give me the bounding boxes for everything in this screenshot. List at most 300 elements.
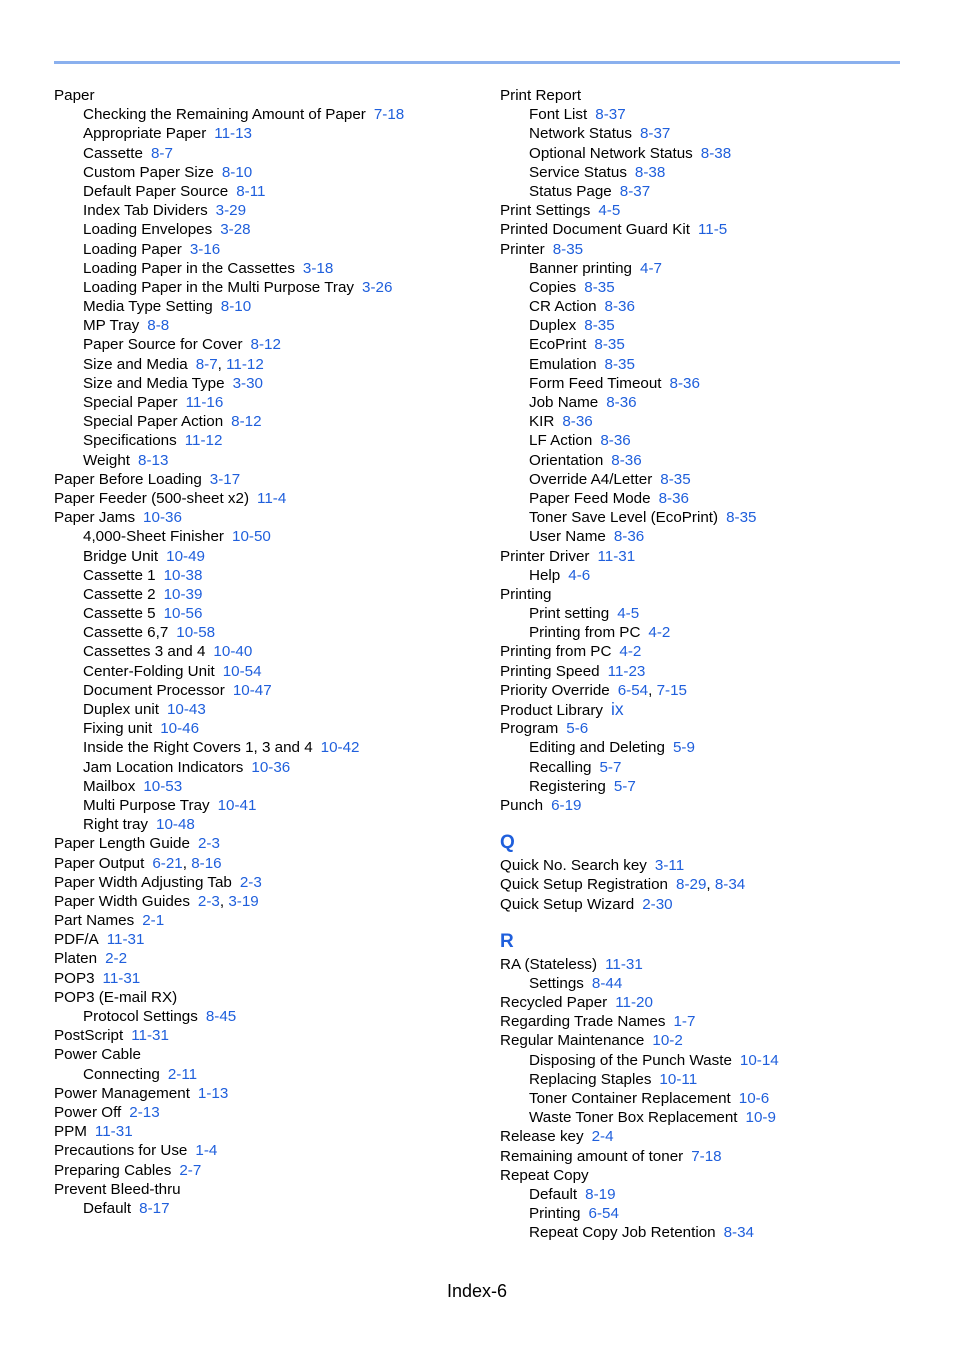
index-term: Special Paper Action: [83, 413, 224, 431]
index-entry: [54, 854, 484, 873]
index-term: Power Off: [54, 1103, 122, 1121]
index-term: Paper Feed Mode: [529, 489, 651, 507]
page-link[interactable]: 8-35: [584, 317, 615, 335]
index-term: Media Type Setting: [83, 298, 213, 316]
page-refs: [691, 1148, 721, 1165]
page-link[interactable]: 4-5: [598, 202, 621, 220]
page-refs: [166, 548, 205, 565]
page-link[interactable]: 8-12: [231, 413, 262, 431]
index-term: Preparing Cables: [54, 1161, 172, 1179]
index-term: Banner printing: [529, 259, 633, 277]
index-term: Emulation: [529, 355, 597, 373]
page-link[interactable]: 10-42: [320, 739, 360, 757]
page-ref-separator: ,: [648, 681, 657, 699]
index-term: Printer: [500, 240, 545, 258]
page-refs: [598, 202, 620, 219]
index-subentry: [54, 796, 484, 815]
index-subentry: [500, 1185, 900, 1204]
page-refs: [176, 624, 215, 641]
page-link[interactable]: 8-38: [700, 144, 732, 162]
page-link[interactable]: 8-10: [220, 298, 252, 316]
page-refs: [147, 317, 169, 334]
page-link[interactable]: 10-58: [176, 624, 216, 642]
index-subentry: [54, 316, 484, 335]
page-link[interactable]: 1-7: [673, 1013, 696, 1031]
index-term: Printing from PC: [529, 624, 641, 642]
page-link[interactable]: 6-19: [551, 796, 582, 814]
page-link[interactable]: 6-54: [617, 681, 649, 699]
index-entry: [500, 955, 900, 974]
page-refs: [595, 106, 625, 123]
index-term: Printed Document Guard Kit: [500, 221, 690, 239]
page-link[interactable]: 2-30: [642, 895, 673, 913]
index-entry: [54, 470, 484, 489]
page-link[interactable]: 11-13: [214, 125, 252, 143]
page-link[interactable]: 8-37: [639, 125, 671, 143]
index-subentry: [54, 547, 484, 566]
index-subentry: [54, 719, 484, 738]
index-term: PPM: [54, 1123, 87, 1141]
page-link[interactable]: 10-47: [232, 681, 272, 699]
index-entry: [500, 719, 900, 738]
index-subentry: [500, 297, 900, 316]
page-refs: [605, 956, 643, 973]
index-term: Recalling: [529, 758, 592, 776]
page-link[interactable]: 10-2: [652, 1032, 683, 1050]
index-term: Release key: [500, 1128, 584, 1146]
index-term: Paper Feeder (500-sheet x2): [54, 489, 250, 507]
page-link[interactable]: 10-43: [166, 701, 206, 718]
page-link[interactable]: 8-36: [562, 413, 593, 431]
index-subentry: [500, 1089, 900, 1108]
page-link[interactable]: 11-12: [184, 432, 223, 450]
index-entry: [54, 1084, 484, 1103]
page-refs: [600, 432, 630, 449]
page-link[interactable]: 4-2: [619, 643, 642, 661]
index-term: Regarding Trade Names: [500, 1013, 666, 1031]
index-term: Connecting: [83, 1065, 160, 1083]
page-refs: [231, 413, 261, 430]
page-refs: [220, 221, 250, 238]
page-link[interactable]: 3-11: [654, 857, 685, 875]
page-refs: [584, 317, 614, 334]
page-refs: [562, 413, 592, 430]
index-subentry: [500, 374, 900, 393]
index-term: Document Processor: [83, 681, 225, 699]
page-link[interactable]: 10-36: [251, 758, 291, 776]
page-link[interactable]: 8-7: [150, 144, 173, 162]
page-link[interactable]: 7-18: [373, 106, 405, 124]
index-term: Paper: [54, 87, 95, 104]
page-link[interactable]: 2-1: [142, 912, 165, 930]
index-entry: [500, 700, 900, 719]
page-refs: [566, 720, 588, 737]
index-subentry: [500, 278, 900, 297]
page-refs: [362, 279, 392, 296]
page-link[interactable]: 11-23: [607, 662, 646, 680]
page-link[interactable]: 1-4: [195, 1142, 218, 1160]
index-subentry: [54, 201, 484, 220]
index-term: Cassette 2: [83, 585, 156, 603]
page-link[interactable]: 10-41: [217, 796, 257, 814]
index-subentry: [500, 1223, 900, 1242]
page-refs: [185, 432, 223, 449]
index-term: Inside the Right Covers 1, 3 and 4: [83, 739, 313, 757]
index-entry: [54, 1180, 484, 1199]
index-subentry: [54, 604, 484, 623]
index-subentry: [500, 393, 900, 412]
page-refs: [726, 509, 756, 526]
page-link[interactable]: 10-9: [745, 1109, 776, 1127]
page-link[interactable]: 8-37: [619, 182, 651, 200]
page-refs: [198, 1085, 228, 1102]
index-subentry: [54, 451, 484, 470]
page-refs: [214, 125, 252, 142]
page-ref-separator: ,: [217, 355, 227, 373]
page-link[interactable]: 4-7: [640, 259, 662, 277]
page-link[interactable]: 8-38: [634, 163, 666, 181]
index-column-left: [54, 86, 484, 1218]
page-refs: [640, 125, 670, 142]
page-refs: [168, 1066, 197, 1083]
page-refs: [746, 1109, 776, 1126]
page-link[interactable]: 3-16: [189, 240, 221, 258]
page-refs: [160, 720, 199, 737]
index-subentry: [54, 297, 484, 316]
index-term: Quick Setup Wizard: [500, 895, 635, 913]
page-refs: [635, 164, 665, 181]
index-term: Program: [500, 720, 559, 738]
index-term: Printing from PC: [500, 643, 612, 661]
page-link[interactable]: 10-11: [659, 1070, 698, 1088]
index-term: Paper Source for Cover: [83, 336, 243, 354]
index-term: Regular Maintenance: [500, 1032, 645, 1050]
page-link[interactable]: 5-7: [599, 758, 622, 776]
index-subentry: [54, 431, 484, 450]
page-link[interactable]: 5-7: [613, 777, 636, 795]
page-refs: [599, 759, 621, 776]
index-term: Print Report: [500, 87, 582, 104]
page-link[interactable]: 11-31: [131, 1027, 169, 1045]
index-term: Repeat Copy Job Retention: [529, 1224, 716, 1242]
index-term: Registering: [529, 777, 606, 795]
index-term: Toner Save Level (EcoPrint): [529, 509, 719, 527]
page-link[interactable]: 2-3: [197, 835, 220, 853]
index-subentry: [500, 527, 900, 546]
page-link[interactable]: 8-13: [138, 451, 169, 469]
page-link[interactable]: 10-36: [143, 509, 182, 527]
page-link[interactable]: 11-31: [597, 547, 636, 565]
page-link[interactable]: 4-5: [617, 605, 640, 623]
page-link[interactable]: 11-31: [102, 969, 141, 987]
page-link[interactable]: 8-35: [594, 336, 625, 354]
page-link[interactable]: 10-53: [143, 777, 183, 795]
page-refs: [655, 857, 684, 874]
index-term: Remaining amount of toner: [500, 1147, 684, 1165]
page-refs: [195, 1142, 217, 1159]
page-link[interactable]: 11-12: [226, 355, 264, 373]
page-link[interactable]: 3-17: [209, 470, 241, 488]
index-term: KIR: [529, 413, 555, 431]
page-link[interactable]: 8-34: [723, 1224, 754, 1242]
page-link[interactable]: 4-2: [648, 624, 671, 642]
page-link[interactable]: 11-31: [605, 955, 643, 973]
index-subentry: [500, 451, 900, 470]
page-link[interactable]: 3-28: [220, 221, 251, 239]
index-entry: [54, 1026, 484, 1045]
index-term: Print Settings: [500, 202, 591, 220]
page-link[interactable]: 2-3: [197, 892, 220, 910]
page-link[interactable]: 10-50: [232, 528, 271, 546]
index-subentry: [54, 144, 484, 163]
page-link[interactable]: 2-4: [591, 1128, 614, 1146]
page-link[interactable]: 2-7: [179, 1161, 202, 1179]
index-term: Priority Override: [500, 681, 610, 699]
index-term: Cassettes 3 and 4: [83, 643, 206, 661]
page-link[interactable]: 2-2: [105, 950, 128, 968]
index-term: Platen: [54, 950, 98, 968]
page-link[interactable]: 8-36: [606, 394, 637, 411]
index-subentry: [54, 240, 484, 259]
page-refs: [374, 106, 404, 123]
page-link[interactable]: 11-20: [615, 994, 653, 1012]
page-refs: [615, 994, 653, 1011]
page-link[interactable]: 8-8: [147, 317, 170, 335]
index-subentry: [500, 566, 900, 585]
index-subentry: [500, 974, 900, 993]
index-entry: [54, 489, 484, 508]
index-term: Cassette: [83, 144, 143, 162]
page-link[interactable]: 8-35: [584, 278, 615, 296]
page-refs: [236, 183, 265, 200]
page-link[interactable]: 8-11: [236, 182, 266, 200]
index-subentry: [500, 1070, 900, 1089]
page-refs: [740, 1052, 779, 1069]
index-term: Duplex unit: [83, 701, 159, 718]
page-link[interactable]: 8-45: [205, 1008, 237, 1025]
page-link[interactable]: 8-36: [600, 432, 631, 450]
index-term: Index Tab Dividers: [83, 202, 208, 220]
index-entry: [500, 86, 900, 105]
index-entry: [54, 1122, 484, 1141]
page-link[interactable]: 8-29: [676, 876, 707, 894]
page-link[interactable]: 8-12: [250, 336, 281, 354]
page-link[interactable]: 8-36: [669, 374, 700, 392]
page-number: Index-6: [446, 1281, 508, 1301]
page-link[interactable]: 10-39: [163, 585, 203, 603]
page-link[interactable]: 8-35: [604, 355, 635, 373]
page-link[interactable]: 10-49: [166, 547, 205, 565]
page-link[interactable]: 8-35: [726, 509, 757, 527]
page-refs: [303, 260, 333, 277]
index-subentry: [54, 758, 484, 777]
index-term: Cassette 6,7: [83, 624, 169, 642]
page-link[interactable]: 8-19: [585, 1185, 616, 1203]
index-term: Right tray: [83, 816, 148, 834]
page-refs: [589, 1205, 619, 1222]
page-refs: [129, 1104, 159, 1121]
page-link[interactable]: 11-5: [697, 221, 728, 239]
index-entry: [500, 796, 900, 815]
page-refs: [131, 1027, 169, 1044]
index-entry: [500, 547, 900, 566]
index-entry: [500, 993, 900, 1012]
page-refs: [321, 739, 360, 756]
page-link[interactable]: 11-31: [94, 1123, 133, 1141]
page-link[interactable]: 8-17: [139, 1199, 170, 1217]
page-refs: [673, 739, 695, 756]
index-term: Repeat Copy: [500, 1166, 589, 1184]
page-link[interactable]: 10-46: [160, 720, 200, 738]
index-subentry: [500, 470, 900, 489]
index-subentry: [54, 738, 484, 757]
index-term: LF Action: [529, 432, 593, 450]
page-link[interactable]: 10-6: [738, 1090, 770, 1107]
page-link[interactable]: 7-15: [656, 681, 687, 699]
page-link[interactable]: 2-3: [239, 873, 262, 891]
index-term: Product Library: [500, 702, 603, 719]
index-term: Multi Purpose Tray: [83, 796, 210, 814]
page-refs: [585, 1186, 615, 1203]
page-refs: [152, 855, 221, 872]
page-refs: [605, 356, 635, 373]
index-term: Optional Network Status: [529, 144, 693, 162]
page-refs: [179, 1162, 201, 1179]
page-refs: [652, 1032, 682, 1049]
index-term: Service Status: [529, 163, 627, 181]
section-letter: Q: [500, 832, 515, 854]
page-refs: [103, 970, 141, 987]
index-subentry: [54, 662, 484, 681]
page-link[interactable]: 8-34: [714, 876, 746, 894]
page-refs: [251, 759, 290, 776]
page-link[interactable]: 6-54: [588, 1205, 619, 1223]
index-subentry: [500, 144, 900, 163]
index-subentry: [54, 681, 484, 700]
page-refs: [95, 1123, 133, 1140]
page-refs: [107, 931, 145, 948]
index-term: Duplex: [529, 317, 577, 335]
page-link[interactable]: 10-38: [163, 566, 203, 584]
index-subentry: [54, 182, 484, 201]
index-term: Checking the Remaining Amount of Paper: [83, 106, 366, 124]
index-entry: [54, 834, 484, 853]
index-term: Paper Output: [54, 854, 145, 872]
page-link[interactable]: 11-4: [257, 489, 287, 507]
page-link[interactable]: 10-14: [739, 1051, 779, 1069]
index-term: Loading Paper in the Multi Purpose Tray: [83, 278, 355, 296]
index-term: Jam Location Indicators: [83, 758, 244, 776]
index-term: Special Paper: [83, 394, 178, 411]
page-refs: [196, 356, 264, 373]
index-entry: [500, 1147, 900, 1166]
page-refs: [659, 490, 689, 507]
page-link[interactable]: 10-54: [222, 662, 262, 680]
page-link[interactable]: 6-21: [152, 854, 183, 872]
page-link[interactable]: 3-26: [362, 278, 393, 296]
index-entry: [54, 508, 484, 527]
page-link[interactable]: 8-36: [658, 489, 689, 507]
page-link[interactable]: 2-11: [167, 1065, 198, 1083]
page-link[interactable]: 8-35: [552, 240, 584, 258]
page-link[interactable]: 3-18: [302, 259, 334, 277]
page-link[interactable]: 8-36: [613, 528, 645, 546]
page-refs: [642, 896, 672, 913]
page-link[interactable]: 2-13: [129, 1103, 160, 1121]
page-refs: [216, 202, 246, 219]
page-refs: [592, 1128, 614, 1145]
index-term: Size and Media Type: [83, 374, 225, 392]
page-link[interactable]: 8-35: [660, 470, 691, 488]
page-link[interactable]: 11-31: [106, 931, 145, 949]
page-link[interactable]: 10-40: [213, 643, 253, 661]
page-link[interactable]: ix: [610, 699, 624, 719]
index-term: Specifications: [83, 432, 177, 450]
index-subentry: [54, 163, 484, 182]
page-refs: [251, 336, 281, 353]
page-refs: [223, 663, 262, 680]
page-link[interactable]: 5-6: [566, 720, 589, 738]
page-refs: [240, 874, 262, 891]
index-column-right: [500, 86, 900, 1243]
index-term: Bridge Unit: [83, 547, 159, 565]
page-refs: [584, 279, 614, 296]
index-term: Paper Jams: [54, 509, 136, 527]
index-term: PDF/A: [54, 931, 99, 949]
page-link[interactable]: 8-16: [191, 854, 222, 872]
index-entry: [54, 911, 484, 930]
index-subentry: [54, 412, 484, 431]
page-link[interactable]: 8-36: [611, 451, 642, 469]
page-refs: [640, 260, 662, 277]
page-link[interactable]: 3-30: [232, 374, 263, 392]
page-link[interactable]: 5-9: [672, 739, 695, 757]
page-refs: [614, 778, 636, 795]
page-link[interactable]: 11-16: [185, 394, 224, 411]
index-term: Paper Width Adjusting Tab: [54, 873, 232, 891]
index-term: Cassette 1: [83, 566, 156, 584]
index-entry: [500, 240, 900, 259]
index-term: Editing and Deleting: [529, 739, 665, 757]
page-refs: [597, 548, 635, 565]
page-refs: [618, 682, 687, 699]
page-link[interactable]: 8-37: [595, 106, 626, 124]
page-link[interactable]: 3-19: [228, 892, 259, 910]
page-link[interactable]: 4-6: [568, 566, 591, 584]
page-link[interactable]: 10-48: [156, 816, 195, 834]
index-term: Cassette 5: [83, 605, 156, 623]
page-link[interactable]: 8-44: [591, 974, 623, 992]
page-refs: [614, 528, 644, 545]
index-entry: [54, 892, 484, 911]
page-refs: [660, 471, 690, 488]
index-subentry: [54, 355, 484, 374]
page-link[interactable]: 10-56: [163, 605, 203, 623]
page-link[interactable]: 7-18: [691, 1147, 722, 1165]
index-subentry: [54, 700, 484, 719]
page-link[interactable]: 8-36: [604, 298, 635, 316]
page-link[interactable]: 8-10: [221, 163, 253, 181]
index-term: POP3 (E-mail RX): [54, 988, 178, 1006]
page-link[interactable]: 8-7: [195, 355, 218, 373]
page-refs: [143, 778, 182, 795]
page-refs: [210, 471, 240, 488]
page-refs: [138, 452, 168, 469]
page-link[interactable]: 3-29: [215, 202, 247, 220]
page-refs: [218, 797, 257, 814]
index-subentry: [500, 431, 900, 450]
page-link[interactable]: 1-13: [197, 1084, 229, 1102]
